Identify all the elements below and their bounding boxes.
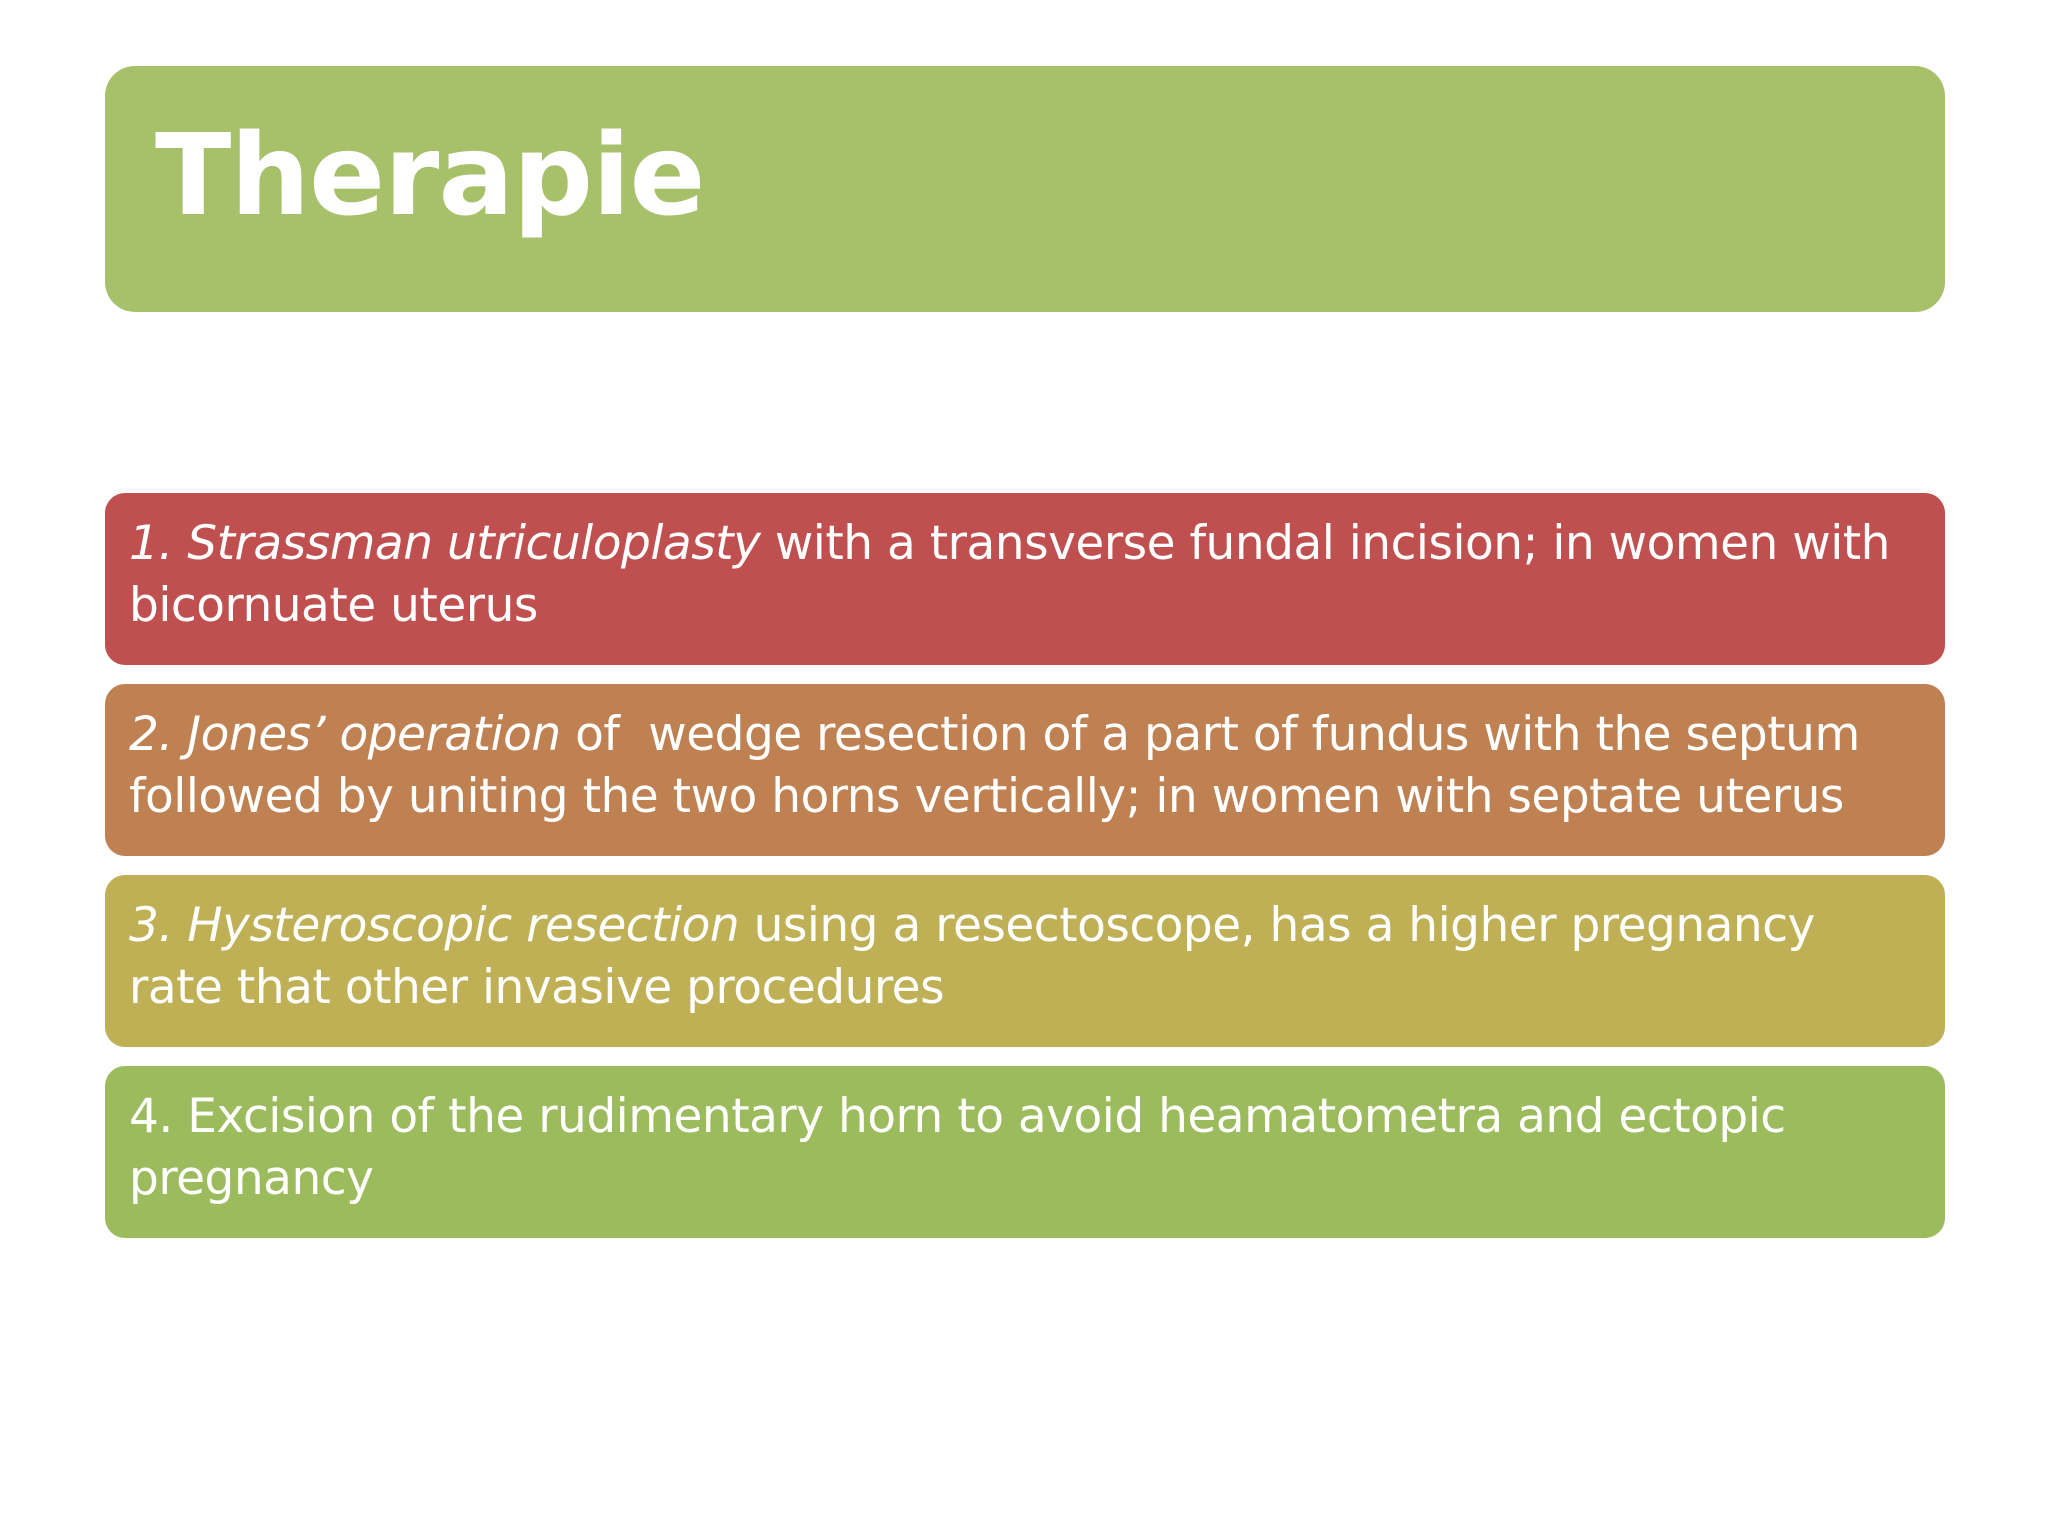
therapy-item-3-text	[129, 895, 1921, 1019]
therapy-item-1-lead: 1. Strassman utriculoplasty	[129, 516, 761, 571]
slide-title: Therapie	[155, 111, 705, 241]
therapy-item-2-text	[129, 704, 1921, 828]
therapy-item-3	[105, 875, 1945, 1047]
therapy-item-3-lead: 3. Hysteroscopic resection	[129, 898, 740, 953]
therapy-item-1	[105, 493, 1945, 665]
therapy-item-1-body: with a transverse fundal incision; in women with bicornuate uterus	[129, 516, 1905, 633]
therapy-item-2-lead: 2. Jones’ operation	[129, 707, 561, 762]
therapy-item-2-body: of wedge resection of a part of fundus with the septum followed by uniting the two horns vertically; in women with septate uterus	[129, 707, 1875, 824]
therapy-item-3-body: using a resectoscope, has a higher pregnancy rate that other invasive procedures	[129, 898, 1830, 1015]
therapy-item-1-text	[129, 513, 1921, 637]
therapy-item-4	[105, 1066, 1945, 1238]
therapy-item-2	[105, 684, 1945, 856]
therapy-item-4-text	[129, 1086, 1921, 1210]
therapy-item-4-body: 4. Excision of the rudimentary horn to avoid heamatometra and ectopic pregnancy	[129, 1089, 1801, 1206]
title-banner	[105, 66, 1945, 312]
